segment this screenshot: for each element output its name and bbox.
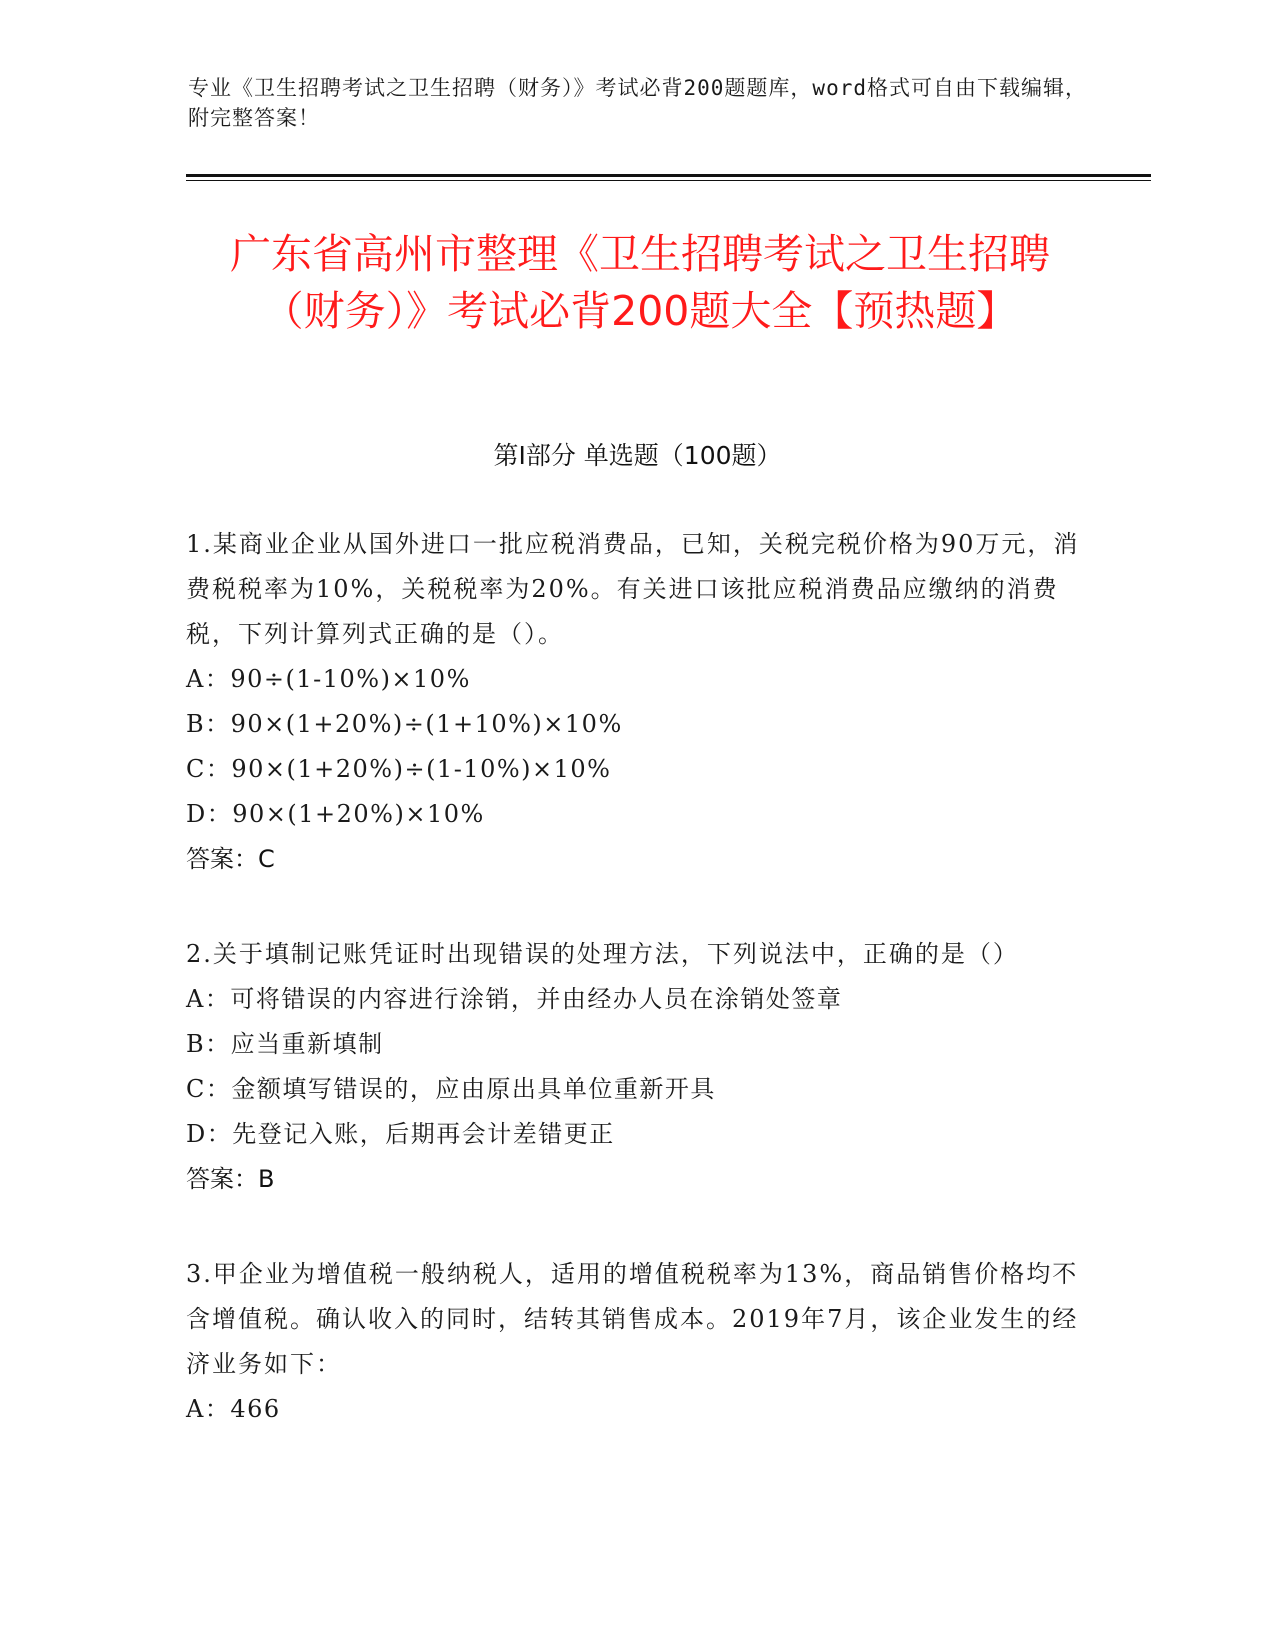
answer: 答案：B (186, 1165, 275, 1193)
answer: 答案：C (186, 845, 275, 873)
question-list (186, 522, 1086, 1482)
header-rule-thick (186, 174, 1151, 177)
question-1 (186, 522, 1086, 882)
question-3 (186, 1252, 1086, 1432)
option-d: D：先登记入账，后期再会计差错更正 (186, 1120, 615, 1148)
option-d: D：90×(1+20%)×10% (186, 800, 485, 828)
option-b: B：90×(1+20%)÷(1+10%)×10% (186, 710, 623, 738)
question-2 (186, 932, 1086, 1202)
option-a: A：可将错误的内容进行涂销，并由经办人员在涂销处签章 (186, 985, 843, 1013)
option-c: C：90×(1+20%)÷(1-10%)×10% (186, 755, 612, 783)
question-stem: 2.关于填制记账凭证时出现错误的处理方法，下列说法中，正确的是（） (186, 940, 1019, 968)
option-b: B：应当重新填制 (186, 1030, 384, 1058)
question-stem: 3.甲企业为增值税一般纳税人，适用的增值税税率为13%，商品销售价格均不含增值税。确认收入的同时，结转其销售成本。2019年7月，该企业发生的经济业务如下： (186, 1260, 1079, 1378)
document-title: 广东省高州市整理《卫生招聘考试之卫生招聘（财务）》考试必背200题大全【预热题】 (230, 230, 1050, 335)
option-a: A：466 (186, 1395, 281, 1423)
header-note: 专业《卫生招聘考试之卫生招聘（财务）》考试必背200题题库，word格式可自由下载编辑，附完整答案！ (188, 76, 1087, 130)
section-title: 第Ⅰ部分 单选题（100题） (493, 441, 782, 470)
option-c: C：金额填写错误的，应由原出具单位重新开具 (186, 1075, 716, 1103)
header-rule-thin (186, 180, 1151, 181)
option-a: A：90÷(1-10%)×10% (186, 665, 471, 693)
question-stem: 1.某商业企业从国外进口一批应税消费品，已知，关税完税价格为90万元，消费税税率为10%，关税税率为20%。有关进口该批应税消费品应缴纳的消费税，下列计算列式正确的是（）。 (186, 530, 1080, 648)
